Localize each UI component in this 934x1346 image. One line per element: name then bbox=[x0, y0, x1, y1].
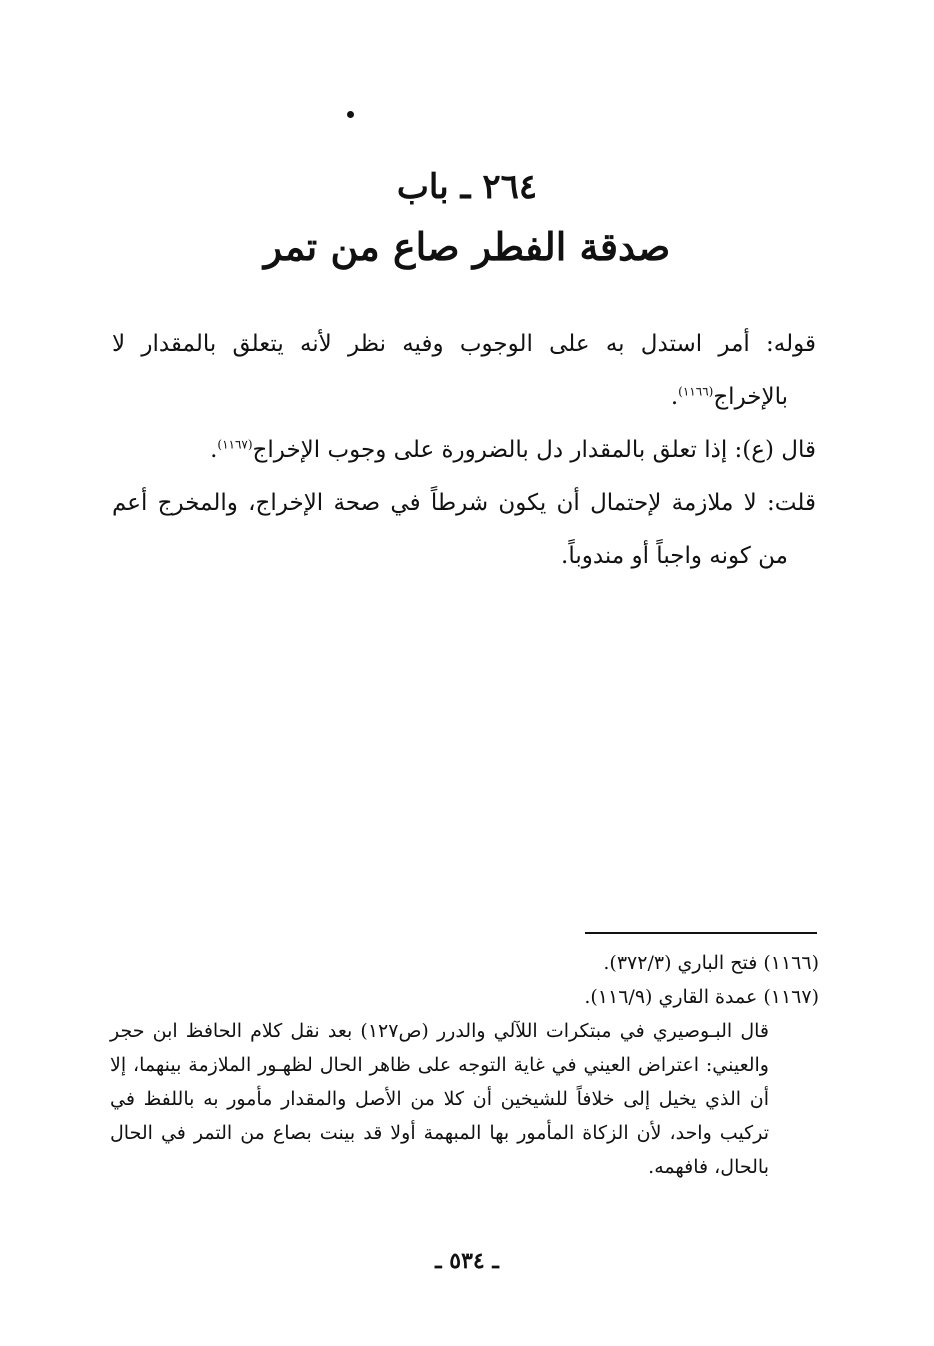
chapter-title: صدقة الفطر صاع من تمر bbox=[263, 224, 671, 269]
footnotes bbox=[110, 946, 819, 1184]
paragraph-quote-end: . bbox=[670, 384, 679, 410]
paragraph-reply: قلت: لا ملازمة لإحتمال أن يكون شرطاً في صحة الإخراج، والمخرج أعم من كونه واجباً أو مندوباً. bbox=[112, 490, 816, 569]
paragraph-quote-text: قوله: أمر استدل به على الوجوب وفيه نظر لأنه يتعلق بالمقدار لا بالإخراج bbox=[112, 331, 816, 410]
paragraph-quote bbox=[112, 318, 816, 424]
footnote-1167: (١١٦٧) عمدة القاري (١١٦/٩). bbox=[584, 986, 819, 1008]
ink-dot bbox=[347, 111, 354, 118]
paragraph-response bbox=[112, 424, 816, 477]
paragraph-response-end: . bbox=[210, 437, 218, 463]
chapter-heading: ٢٦٤ ـ باب bbox=[396, 167, 538, 207]
footnote-1166: (١١٦٦) فتح الباري (٣٧٢/٣). bbox=[603, 952, 819, 974]
footnote-ref-1167[interactable]: (١١٦٧) bbox=[217, 437, 253, 452]
page-number: ـ ٥٣٤ ـ bbox=[435, 1248, 499, 1274]
footnote-divider bbox=[585, 932, 817, 934]
paragraph-response-text: قال (ع): إذا تعلق بالمقدار دل بالضرورة على وجوب الإخراج bbox=[252, 437, 816, 463]
footnote-ref-1166[interactable]: (١١٦٦) bbox=[678, 384, 714, 399]
main-text bbox=[112, 318, 816, 583]
footnote-1167-quote: قال البـوصيري في مبتكرات اللآلي والدرر (ص١٢٧) بعد نقل كلام الحافظ ابن حجر والعيني: اعتراض العيني في غاية التوجه على ظاهر الحال لظهـور الملازمة بينهما، إلا أن الذي يخيل إلى خلافاً للشيخين أن كلا من الأصل والمقدار مأمور به باللفظ في تركيب واحد، لأن الزكاة المأمور بها المبهمة أولا قد بينت بصاع من التمر في الحال بالحال، فافهمه. bbox=[110, 1020, 769, 1178]
